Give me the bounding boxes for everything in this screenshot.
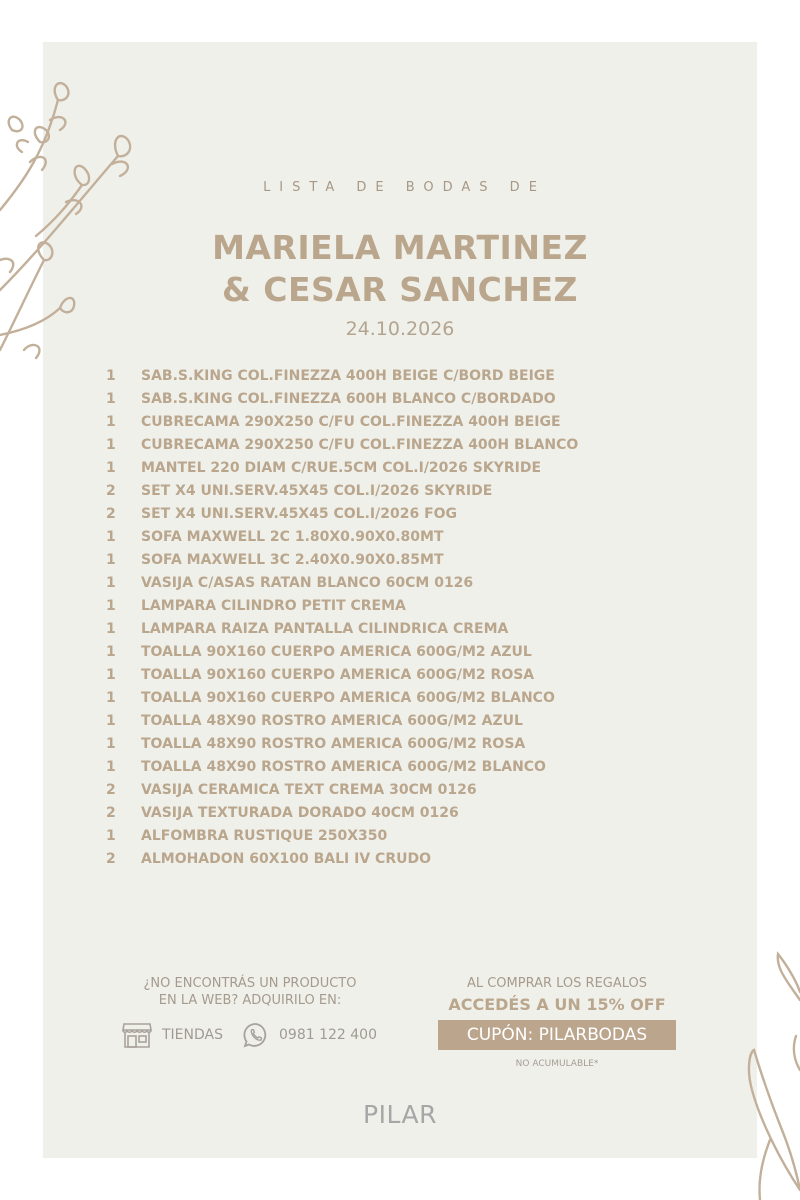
couple-name-line-2: & CESAR SANCHEZ <box>222 270 578 309</box>
item-description: VASIJA TEXTURADA DORADO 40CM 0126 <box>141 804 459 821</box>
item-quantity: 1 <box>106 735 116 752</box>
item-description: ALMOHADON 60X100 BALI IV CRUDO <box>141 850 432 867</box>
item-description: SOFA MAXWELL 3C 2.40X0.90X0.85MT <box>141 551 444 568</box>
item-description: SET X4 UNI.SERV.45X45 COL.I/2026 SKYRIDE <box>141 482 493 499</box>
wedding-date: 24.10.2026 <box>345 318 455 340</box>
item-quantity: 1 <box>106 827 116 844</box>
item-quantity: 1 <box>106 666 116 683</box>
item-quantity: 1 <box>106 689 116 706</box>
item-quantity: 1 <box>106 597 116 614</box>
gift-list <box>106 364 726 870</box>
list-item <box>106 847 726 870</box>
footer-left-line-2: EN LA WEB? ADQUIRILO EN: <box>158 993 342 1008</box>
item-quantity: 1 <box>106 620 116 637</box>
store-label[interactable]: TIENDAS <box>162 1027 223 1043</box>
item-quantity: 2 <box>106 804 116 821</box>
item-description: VASIJA CERAMICA TEXT CREMA 30CM 0126 <box>141 781 477 798</box>
item-quantity: 2 <box>106 482 116 499</box>
list-item <box>106 709 726 732</box>
item-quantity: 1 <box>106 712 116 729</box>
item-quantity: 1 <box>106 551 116 568</box>
list-item <box>106 571 726 594</box>
item-quantity: 2 <box>106 781 116 798</box>
list-item <box>106 686 726 709</box>
store-icon <box>122 1021 152 1049</box>
discount-line-2: ACCEDÉS A UN 15% OFF <box>448 995 666 1014</box>
item-quantity: 1 <box>106 643 116 660</box>
item-description: VASIJA C/ASAS RATAN BLANCO 60CM 0126 <box>141 574 474 591</box>
list-item <box>106 755 726 778</box>
item-quantity: 1 <box>106 367 116 384</box>
item-description: TOALLA 48X90 ROSTRO AMERICA 600G/M2 AZUL <box>141 712 523 729</box>
list-item <box>106 801 726 824</box>
coupon-badge: CUPÓN: PILARBODAS <box>438 1020 676 1050</box>
item-quantity: 1 <box>106 413 116 430</box>
item-description: SAB.S.KING COL.FINEZZA 400H BEIGE C/BORD BEIGE <box>141 367 555 384</box>
list-item <box>106 548 726 571</box>
item-description: TOALLA 48X90 ROSTRO AMERICA 600G/M2 ROSA <box>141 735 526 752</box>
item-description: SAB.S.KING COL.FINEZZA 600H BLANCO C/BORDADO <box>141 390 556 407</box>
phone-number[interactable]: 0981 122 400 <box>279 1027 377 1043</box>
list-item <box>106 479 726 502</box>
non-cumulative-note: NO ACUMULABLE* <box>515 1059 599 1069</box>
list-item <box>106 410 726 433</box>
item-quantity: 1 <box>106 436 116 453</box>
item-quantity: 1 <box>106 574 116 591</box>
item-quantity: 2 <box>106 505 116 522</box>
list-item <box>106 594 726 617</box>
eyebrow-title: LISTA DE BODAS DE <box>263 180 546 195</box>
item-description: TOALLA 90X160 CUERPO AMERICA 600G/M2 AZUL <box>141 643 532 660</box>
item-quantity: 2 <box>106 850 116 867</box>
list-item <box>106 502 726 525</box>
list-item <box>106 433 726 456</box>
item-description: CUBRECAMA 290X250 C/FU COL.FINEZZA 400H BEIGE <box>141 413 561 430</box>
footer-right-text <box>432 976 682 1014</box>
footer-left-text <box>100 975 400 1009</box>
item-description: SOFA MAXWELL 2C 1.80X0.90X0.80MT <box>141 528 444 545</box>
item-description: SET X4 UNI.SERV.45X45 COL.I/2026 FOG <box>141 505 458 522</box>
item-quantity: 1 <box>106 390 116 407</box>
list-item <box>106 663 726 686</box>
item-description: TOALLA 90X160 CUERPO AMERICA 600G/M2 BLANCO <box>141 689 555 706</box>
list-item <box>106 640 726 663</box>
item-description: CUBRECAMA 290X250 C/FU COL.FINEZZA 400H BLANCO <box>141 436 579 453</box>
contact-row <box>122 1019 377 1051</box>
item-description: TOALLA 90X160 CUERPO AMERICA 600G/M2 ROSA <box>141 666 535 683</box>
list-item <box>106 364 726 387</box>
list-item <box>106 778 726 801</box>
item-description: MANTEL 220 DIAM C/RUE.5CM COL.I/2026 SKYRIDE <box>141 459 542 476</box>
discount-line-1: AL COMPRAR LOS REGALOS <box>466 976 648 991</box>
footer-left-line-1: ¿NO ENCONTRÁS UN PRODUCTO <box>143 976 357 991</box>
list-item <box>106 456 726 479</box>
item-quantity: 1 <box>106 528 116 545</box>
item-quantity: 1 <box>106 758 116 775</box>
item-description: LAMPARA RAIZA PANTALLA CILINDRICA CREMA <box>141 620 509 637</box>
couple-name-line-1: MARIELA MARTINEZ <box>212 228 588 267</box>
whatsapp-icon <box>243 1022 269 1048</box>
item-quantity: 1 <box>106 459 116 476</box>
item-description: TOALLA 48X90 ROSTRO AMERICA 600G/M2 BLANCO <box>141 758 546 775</box>
brand-logo-text: PILAR <box>363 1100 437 1129</box>
item-description: ALFOMBRA RUSTIQUE 250X350 <box>141 827 388 844</box>
list-item <box>106 617 726 640</box>
list-item <box>106 387 726 410</box>
item-description: LAMPARA CILINDRO PETIT CREMA <box>141 597 406 614</box>
list-item <box>106 824 726 847</box>
list-item <box>106 732 726 755</box>
list-item <box>106 525 726 548</box>
